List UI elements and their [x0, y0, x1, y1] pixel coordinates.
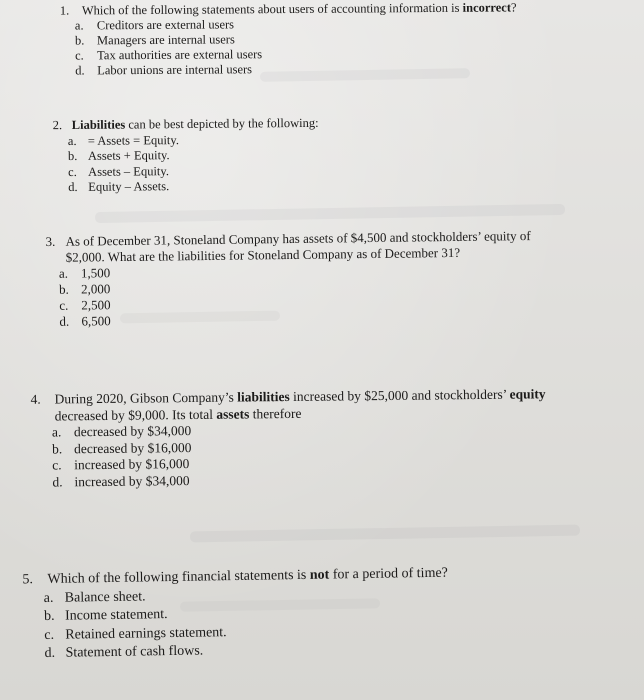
- option-text: decreased by $34,000: [73, 423, 192, 440]
- option-letter: c.: [59, 297, 69, 313]
- option-letter: d.: [68, 179, 78, 195]
- option-letter: a.: [74, 18, 84, 33]
- option-letter: d.: [44, 645, 56, 662]
- stem-text: Which of the following statements about users of accounting information is: [81, 0, 463, 18]
- option-d: [68, 178, 319, 196]
- option-text: Tax authorities are external users: [97, 47, 263, 63]
- option-text: Balance sheet.: [64, 588, 146, 606]
- option-text: = Assets = Equity.: [87, 132, 179, 148]
- stem-text: for a period of time?: [329, 565, 448, 583]
- option-text: Managers are internal users: [96, 32, 235, 48]
- option-letter: c.: [75, 48, 84, 63]
- stem-emphasis: incorrect: [462, 0, 512, 15]
- option-letter: b.: [52, 440, 63, 456]
- option-text: Assets + Equity.: [87, 148, 170, 163]
- option-text: 6,500: [81, 313, 111, 329]
- question-4: [30, 386, 546, 490]
- answer-options: [44, 583, 450, 663]
- option-letter: b.: [74, 33, 85, 48]
- stem-text: decreased by $9,000. Its total: [54, 406, 217, 423]
- option-text: Retained earnings statement.: [65, 624, 227, 643]
- stem-emphasis: Liabilities: [71, 117, 126, 132]
- question-stem-line: As of December 31, Stoneland Company has assets of $4,500 and stockholders’ equity of: [65, 228, 531, 249]
- question-number: 1.: [59, 3, 70, 18]
- stem-emphasis: equity: [509, 386, 546, 402]
- stem-emphasis: not: [309, 567, 330, 583]
- option-text: Equity – Assets.: [88, 179, 170, 194]
- stem-text: ?: [510, 0, 517, 15]
- question-number: 5.: [22, 572, 34, 588]
- stem-text: Which of the following financial statements is: [47, 567, 310, 587]
- stem-text: can be best depicted by the following:: [125, 115, 319, 132]
- option-letter: a.: [58, 265, 69, 281]
- question-stem: [82, 0, 517, 18]
- answer-options: [59, 260, 532, 330]
- answer-options: [68, 131, 319, 195]
- answer-options: [75, 15, 517, 78]
- question-3: [45, 228, 531, 330]
- option-text: Assets – Equity.: [88, 163, 169, 179]
- option-letter: b.: [43, 608, 55, 625]
- stem-emphasis: liabilities: [237, 388, 290, 405]
- stem-emphasis: assets: [216, 405, 250, 422]
- option-letter: c.: [68, 164, 77, 179]
- stem-text: therefore: [249, 405, 302, 421]
- option-letter: d.: [52, 473, 63, 489]
- option-letter: d.: [75, 63, 85, 78]
- option-letter: c.: [44, 627, 55, 643]
- option-letter: b.: [67, 148, 78, 164]
- option-letter: a.: [67, 133, 77, 148]
- question-number: 3.: [45, 233, 56, 249]
- question-number: 2.: [52, 118, 63, 133]
- option-text: increased by $34,000: [74, 472, 190, 489]
- option-text: 2,000: [81, 281, 111, 297]
- option-text: Income statement.: [64, 607, 168, 624]
- question-5: [22, 565, 449, 664]
- option-text: Creditors are external users: [96, 17, 235, 33]
- option-text: Statement of cash flows.: [65, 643, 204, 661]
- question-1: [60, 0, 517, 78]
- stem-text: increased by $25,000 and stockholders’: [289, 386, 510, 404]
- option-d: [75, 60, 517, 78]
- option-text: Labor unions are internal users: [97, 62, 253, 78]
- option-text: 2,500: [81, 297, 111, 313]
- option-letter: b.: [59, 281, 69, 297]
- show-through-shading: [190, 525, 580, 543]
- question-number: 4.: [30, 391, 41, 407]
- option-letter: c.: [52, 457, 62, 473]
- option-text: decreased by $16,000: [74, 439, 192, 456]
- option-letter: d.: [59, 313, 70, 329]
- stem-text: During 2020, Gibson Company’s: [54, 389, 238, 407]
- question-2: [53, 116, 320, 196]
- question-stem-line: $2,000. What are the liabilities for Stoneland Company as of December 31?: [65, 244, 461, 265]
- show-through-shading: [95, 204, 565, 223]
- option-text: increased by $16,000: [74, 456, 190, 473]
- option-text: 1,500: [80, 265, 111, 281]
- answer-options: [52, 419, 547, 490]
- option-letter: a.: [43, 590, 54, 606]
- question-stem: [72, 116, 319, 134]
- option-letter: a.: [51, 424, 62, 440]
